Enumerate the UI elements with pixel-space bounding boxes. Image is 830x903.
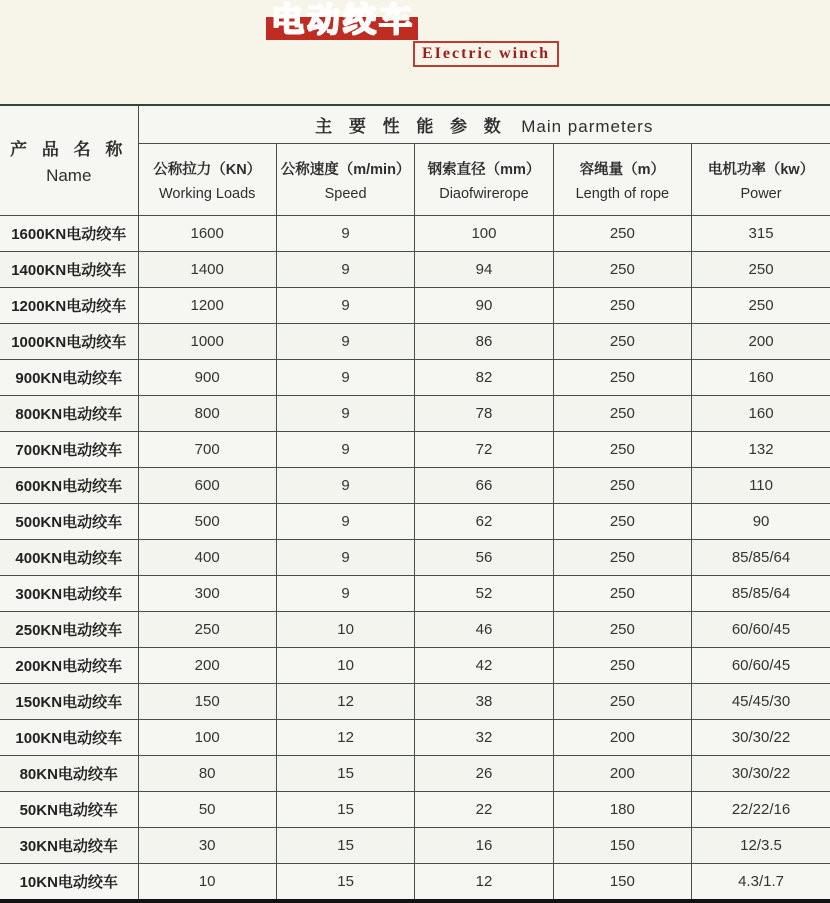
- row-value: 200: [553, 756, 691, 792]
- row-name: 1600KN电动绞车: [0, 216, 138, 252]
- row-value: 150: [553, 828, 691, 864]
- row-value: 315: [692, 216, 830, 252]
- row-value: 900: [138, 360, 276, 396]
- row-value: 90: [415, 288, 553, 324]
- row-value: 250: [553, 540, 691, 576]
- row-value: 30/30/22: [692, 720, 830, 756]
- row-value: 9: [276, 288, 414, 324]
- row-name: 150KN电动绞车: [0, 684, 138, 720]
- row-value: 250: [553, 504, 691, 540]
- row-value: 250: [553, 684, 691, 720]
- row-value: 200: [692, 324, 830, 360]
- row-value: 700: [138, 432, 276, 468]
- row-value: 50: [138, 792, 276, 828]
- row-name: 600KN电动绞车: [0, 468, 138, 504]
- row-name: 100KN电动绞车: [0, 720, 138, 756]
- row-name: 10KN电动绞车: [0, 864, 138, 902]
- col-header-en: Power: [740, 185, 782, 202]
- table-row: [0, 576, 830, 612]
- row-value: 250: [553, 576, 691, 612]
- row-name: 400KN电动绞车: [0, 540, 138, 576]
- row-value: 250: [553, 468, 691, 504]
- table-row: [0, 612, 830, 648]
- row-value: 250: [553, 360, 691, 396]
- row-value: 90: [692, 504, 830, 540]
- row-value: 250: [553, 612, 691, 648]
- row-value: 86: [415, 324, 553, 360]
- table-row: [0, 216, 830, 252]
- row-value: 60/60/45: [692, 648, 830, 684]
- row-value: 72: [415, 432, 553, 468]
- row-value: 1600: [138, 216, 276, 252]
- row-value: 85/85/64: [692, 540, 830, 576]
- row-value: 250: [553, 216, 691, 252]
- row-value: 300: [138, 576, 276, 612]
- table-row: [0, 720, 830, 756]
- row-value: 9: [276, 396, 414, 432]
- row-name: 300KN电动绞车: [0, 576, 138, 612]
- row-value: 9: [276, 324, 414, 360]
- row-value: 16: [415, 828, 553, 864]
- row-value: 9: [276, 576, 414, 612]
- col-header-en: Speed: [324, 185, 367, 202]
- col-header-en: Diaofwirerope: [439, 185, 529, 202]
- row-value: 12: [415, 864, 553, 902]
- spec-table-head: [0, 105, 830, 216]
- row-value: 100: [415, 216, 553, 252]
- row-value: 9: [276, 252, 414, 288]
- subtitle-box: [413, 41, 559, 67]
- row-value: 10: [276, 612, 414, 648]
- row-value: 60/60/45: [692, 612, 830, 648]
- row-value: 22/22/16: [692, 792, 830, 828]
- row-value: 250: [553, 648, 691, 684]
- row-value: 12: [276, 684, 414, 720]
- row-value: 250: [553, 252, 691, 288]
- row-value: 30/30/22: [692, 756, 830, 792]
- row-value: 85/85/64: [692, 576, 830, 612]
- row-name: 700KN电动绞车: [0, 432, 138, 468]
- row-name: 1000KN电动绞车: [0, 324, 138, 360]
- row-value: 15: [276, 756, 414, 792]
- row-value: 600: [138, 468, 276, 504]
- col-header-zh: 电机功率（kw）: [707, 161, 815, 178]
- row-value: 42: [415, 648, 553, 684]
- row-value: 250: [553, 432, 691, 468]
- row-value: 52: [415, 576, 553, 612]
- column-header-working-loads: [138, 144, 276, 216]
- row-value: 9: [276, 432, 414, 468]
- row-value: 500: [138, 504, 276, 540]
- row-value: 110: [692, 468, 830, 504]
- row-value: 12: [276, 720, 414, 756]
- row-value: 1200: [138, 288, 276, 324]
- row-value: 250: [138, 612, 276, 648]
- table-row: [0, 288, 830, 324]
- table-row: [0, 252, 830, 288]
- row-value: 15: [276, 792, 414, 828]
- row-value: 62: [415, 504, 553, 540]
- row-value: 46: [415, 612, 553, 648]
- row-value: 22: [415, 792, 553, 828]
- main-parameters-header: [138, 105, 830, 144]
- col-header-en: Length of rope: [575, 185, 670, 202]
- row-value: 66: [415, 468, 553, 504]
- table-row: [0, 540, 830, 576]
- row-value: 82: [415, 360, 553, 396]
- table-row: [0, 792, 830, 828]
- column-header-power: [692, 144, 830, 216]
- row-name: 1400KN电动绞车: [0, 252, 138, 288]
- row-value: 15: [276, 828, 414, 864]
- row-value: 1000: [138, 324, 276, 360]
- row-value: 200: [138, 648, 276, 684]
- row-value: 100: [138, 720, 276, 756]
- col-header-zh: 容绳量（m）: [579, 161, 666, 178]
- row-value: 200: [553, 720, 691, 756]
- row-value: 78: [415, 396, 553, 432]
- row-value: 32: [415, 720, 553, 756]
- row-value: 9: [276, 216, 414, 252]
- page-banner: [0, 0, 830, 100]
- table-row: [0, 324, 830, 360]
- row-value: 15: [276, 864, 414, 902]
- table-row: [0, 432, 830, 468]
- name-header-en: Name: [46, 166, 92, 185]
- main-header-en: Main parmeters: [521, 117, 654, 136]
- col-header-zh: 公称速度（m/min）: [280, 161, 411, 178]
- row-value: 4.3/1.7: [692, 864, 830, 902]
- row-name: 1200KN电动绞车: [0, 288, 138, 324]
- row-value: 9: [276, 360, 414, 396]
- row-name: 900KN电动绞车: [0, 360, 138, 396]
- row-value: 10: [138, 864, 276, 902]
- row-value: 9: [276, 540, 414, 576]
- col-header-en: Working Loads: [158, 185, 256, 202]
- row-name: 50KN电动绞车: [0, 792, 138, 828]
- col-header-zh: 公称拉力（KN）: [153, 161, 262, 178]
- spec-table-body: [0, 216, 830, 902]
- row-value: 80: [138, 756, 276, 792]
- row-value: 10: [276, 648, 414, 684]
- table-row: [0, 864, 830, 902]
- page-subtitle: EIectric winch: [422, 45, 550, 62]
- row-value: 250: [692, 288, 830, 324]
- row-name: 200KN电动绞车: [0, 648, 138, 684]
- table-row: [0, 684, 830, 720]
- main-header-zh: 主 要 性 能 参 数: [315, 117, 507, 136]
- name-header-zh: 产 品 名 称: [10, 140, 128, 159]
- row-value: 160: [692, 396, 830, 432]
- row-value: 12/3.5: [692, 828, 830, 864]
- column-header-speed: [276, 144, 414, 216]
- row-value: 9: [276, 504, 414, 540]
- row-name: 800KN电动绞车: [0, 396, 138, 432]
- row-value: 250: [692, 252, 830, 288]
- row-value: 132: [692, 432, 830, 468]
- row-value: 45/45/30: [692, 684, 830, 720]
- row-name: 250KN电动绞车: [0, 612, 138, 648]
- row-value: 400: [138, 540, 276, 576]
- row-value: 26: [415, 756, 553, 792]
- row-value: 160: [692, 360, 830, 396]
- spec-table: [0, 104, 830, 903]
- col-header-zh: 钢索直径（mm）: [427, 161, 541, 178]
- row-value: 150: [138, 684, 276, 720]
- name-column-header: [0, 105, 138, 216]
- row-value: 56: [415, 540, 553, 576]
- column-header-rope-length: [553, 144, 691, 216]
- row-value: 30: [138, 828, 276, 864]
- table-row: [0, 648, 830, 684]
- table-row: [0, 756, 830, 792]
- row-value: 94: [415, 252, 553, 288]
- table-row: [0, 468, 830, 504]
- row-name: 500KN电动绞车: [0, 504, 138, 540]
- main-header-row: [0, 105, 830, 144]
- row-value: 9: [276, 468, 414, 504]
- row-value: 180: [553, 792, 691, 828]
- table-row: [0, 360, 830, 396]
- row-value: 250: [553, 324, 691, 360]
- row-value: 250: [553, 396, 691, 432]
- row-value: 800: [138, 396, 276, 432]
- table-row: [0, 828, 830, 864]
- page-title: 电动绞车: [271, 1, 415, 38]
- row-name: 30KN电动绞车: [0, 828, 138, 864]
- row-value: 38: [415, 684, 553, 720]
- row-value: 250: [553, 288, 691, 324]
- column-header-wire-diameter: [415, 144, 553, 216]
- row-value: 1400: [138, 252, 276, 288]
- table-row: [0, 504, 830, 540]
- row-value: 150: [553, 864, 691, 902]
- table-row: [0, 396, 830, 432]
- row-name: 80KN电动绞车: [0, 756, 138, 792]
